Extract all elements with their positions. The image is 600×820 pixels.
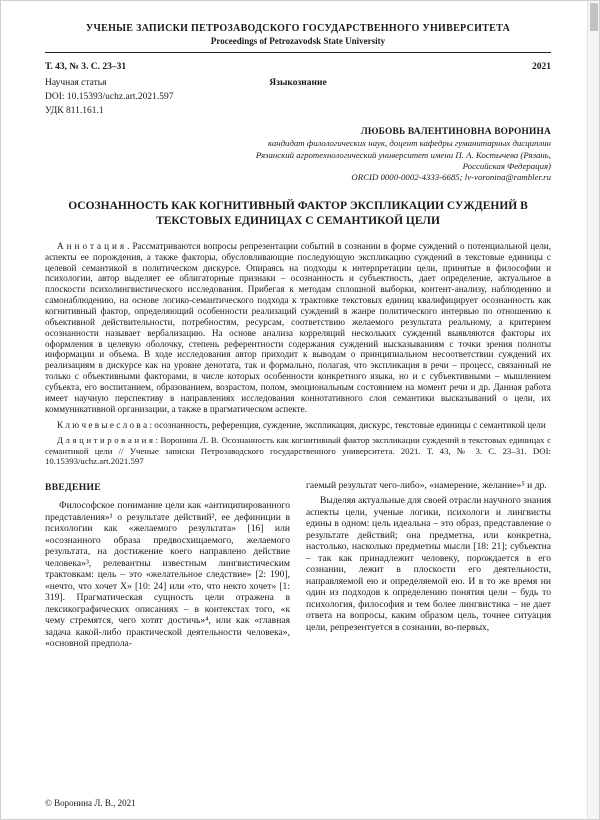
author-degree: кандидат филологических наук, доцент кафедры гуманитарных дисциплин: [267, 138, 551, 149]
body-paragraph: гаемый результат чего-либо», «намерение, желание»⁵ и др.: [306, 479, 547, 491]
spacer: [327, 78, 551, 88]
section-label: Языкознание: [269, 78, 327, 88]
citation: [45, 435, 551, 466]
article-type: Научная статья: [45, 78, 107, 88]
section-heading-introduction: ВВЕДЕНИЕ: [45, 481, 101, 493]
scrollbar-thumb[interactable]: [590, 3, 598, 31]
author-affiliation: Рязанский агротехнологический университет имени П. А. Костычева (Рязань, Российская Федерация): [255, 149, 551, 172]
author-block: [239, 126, 551, 184]
volume-pages: Т. 43, № 3. С. 23–31: [45, 62, 127, 72]
journal-title-en: Proceedings of Petrozavodsk State University: [210, 36, 386, 46]
journal-title-ru: УЧЕНЫЕ ЗАПИСКИ ПЕТРОЗАВОДСКОГО ГОСУДАРСТВЕННОГО УНИВЕРСИТЕТА: [85, 23, 511, 34]
keywords: [45, 420, 551, 431]
udk: УДК 811.161.1: [45, 106, 104, 116]
scrollbar[interactable]: [587, 1, 599, 819]
keywords-text: осознанность, референция, суждение, экспликация, дискурс, текстовые единицы с семантикой цели: [154, 419, 546, 430]
abstract: [45, 241, 551, 415]
citation-label: Д л я ц и т и р о в а н и я :: [57, 435, 158, 446]
body-columns: [45, 480, 551, 654]
year: 2021: [532, 62, 551, 72]
article-title: ОСОЗНАННОСТЬ КАК КОГНИТИВНЫЙ ФАКТОР ЭКСПЛИКАЦИИ СУЖДЕНИЙ В ТЕКСТОВЫХ ЕДИНИЦАХ С СЕМАНТИКОЙ ЦЕЛИ: [68, 199, 528, 227]
page-content: [1, 1, 599, 654]
journal-header: [45, 23, 551, 46]
keywords-label: К л ю ч е в ы е с л о в а :: [57, 419, 152, 430]
body-paragraph: Выделяя актуальные для своей отрасли научного знания аспекты цели, ученые логики, психологи и лингвисты едины в одном: цель идеальна – это образ, представление о результате действий; она предметна, или конкретна, настолько, насколько предметны мысли [18: 21]; субъектна – так как принадлежит человеку, порождается в его сознании, лежит в плоскости его деятельности, направляемой ею и определяемой ею. И в то же время ни один из подходов к определению понятия цели – будь то психология, философия и тем более лингвистика – не дает ответа на вопросы, каким образом цель, точнее ситуация цели, репрезентуется в сознании, во-первых,: [306, 495, 551, 633]
author-contact: ORCID 0000-0002-4333-6685; lv-voronina@rambler.ru: [351, 172, 551, 183]
citation-text: Воронина Л. В. Осознанность как когнитивный фактор экспликации суждений в текстовых единицах с семантикой цели // Ученые записки Петрозаводского государственного университета. 2021. Т. 43, № 3. С. 23–31. DOI: 10.15393/uchz.art.2021.597: [45, 435, 551, 467]
copyright: © Воронина Л. В., 2021: [45, 798, 136, 808]
author-name: ЛЮБОВЬ ВАЛЕНТИНОВНА ВОРОНИНА: [360, 127, 551, 137]
body-paragraph: Философское понимание цели как «антиципированного представления»¹ о результате действий², ее дефиниции в психологии как «желаемого результата» [16] или «осознанного образа предвосхищаемого, желаемого результата, на достижение коего направлено действие человека»³, релевантны известным лингвистическим трактовкам: цель – это «желательное следствие» [2: 190], «нечто, что хочет Х» [10: 24] или «то, что некто хочет» [1: 319]. Прагматическая сущность цели отражена в лексикографических описаниях – в контекстах того, «к чему стремятся, чего хотят достичь»⁴, или как «главная задача какой-либо практической деятельности человека», «основной предпола-: [45, 500, 290, 650]
header-divider: [45, 52, 551, 53]
right-column: [306, 480, 551, 654]
abstract-label: А н н о т а ц и я .: [57, 240, 130, 251]
doi: DOI: 10.15393/uchz.art.2021.597: [45, 92, 174, 102]
left-column: [45, 480, 290, 654]
volume-year-row: [45, 62, 551, 72]
abstract-text: Рассматриваются вопросы репрезентации событий в сознании в форме суждений о потенциальной цели, аспекты ее порождения, а также факторы, обусловливающие последующую экспликацию суждений в текстовые единицы с целевой семантикой в политическом дискурсе. Опираясь на подходы к интерпретации цели, принятые в философии и психологии, автор выделяет ее облигаторные признаки – осознанность и субъектность, дает определение, актуальное в плоскости психолингвистического исследования. Прибегая к методам сплошной выборки, контент-анализу, наблюдению и самонаблюдению, на основе логико-семантического подхода к трактовке текстовых единиц квалифицирует осознанность как когнитивный фактор, определяющий особенности реализаций суждений в жанре политического интервью по отношению к объективной действительности, потребностям, ресурсам, соответствию желаемого результата реальному, а критерием осознанности называет вербализацию. На основе анализа корреляций нескольких суждений выявляются факторы их оформления в целевую оболочку, степень референтности содержания суждений высказываниям с точки зрения полноты информации и объема. В ходе исследования автор приходит к выводам о принципиальном несоответствии суждений их реализациям в дискурсе как на уровне денотата, так и формально, полагая, что экспликация в речи – процесс, связанный не только с объективными факторами, в числе которых особенности конкретного языка, но и с субъективными – мышлением субъекта, его воспитанием, образованием, возрастом, полом, эмоциональным состоянием на момент речи и др. Данная работа имеет научную перспективу в направлениях исследования коннотативного слоя семантики высказываний о цели, их коммуникативной организации, а также в прагматическом аспекте.: [45, 240, 552, 414]
type-section-row: [45, 78, 551, 88]
